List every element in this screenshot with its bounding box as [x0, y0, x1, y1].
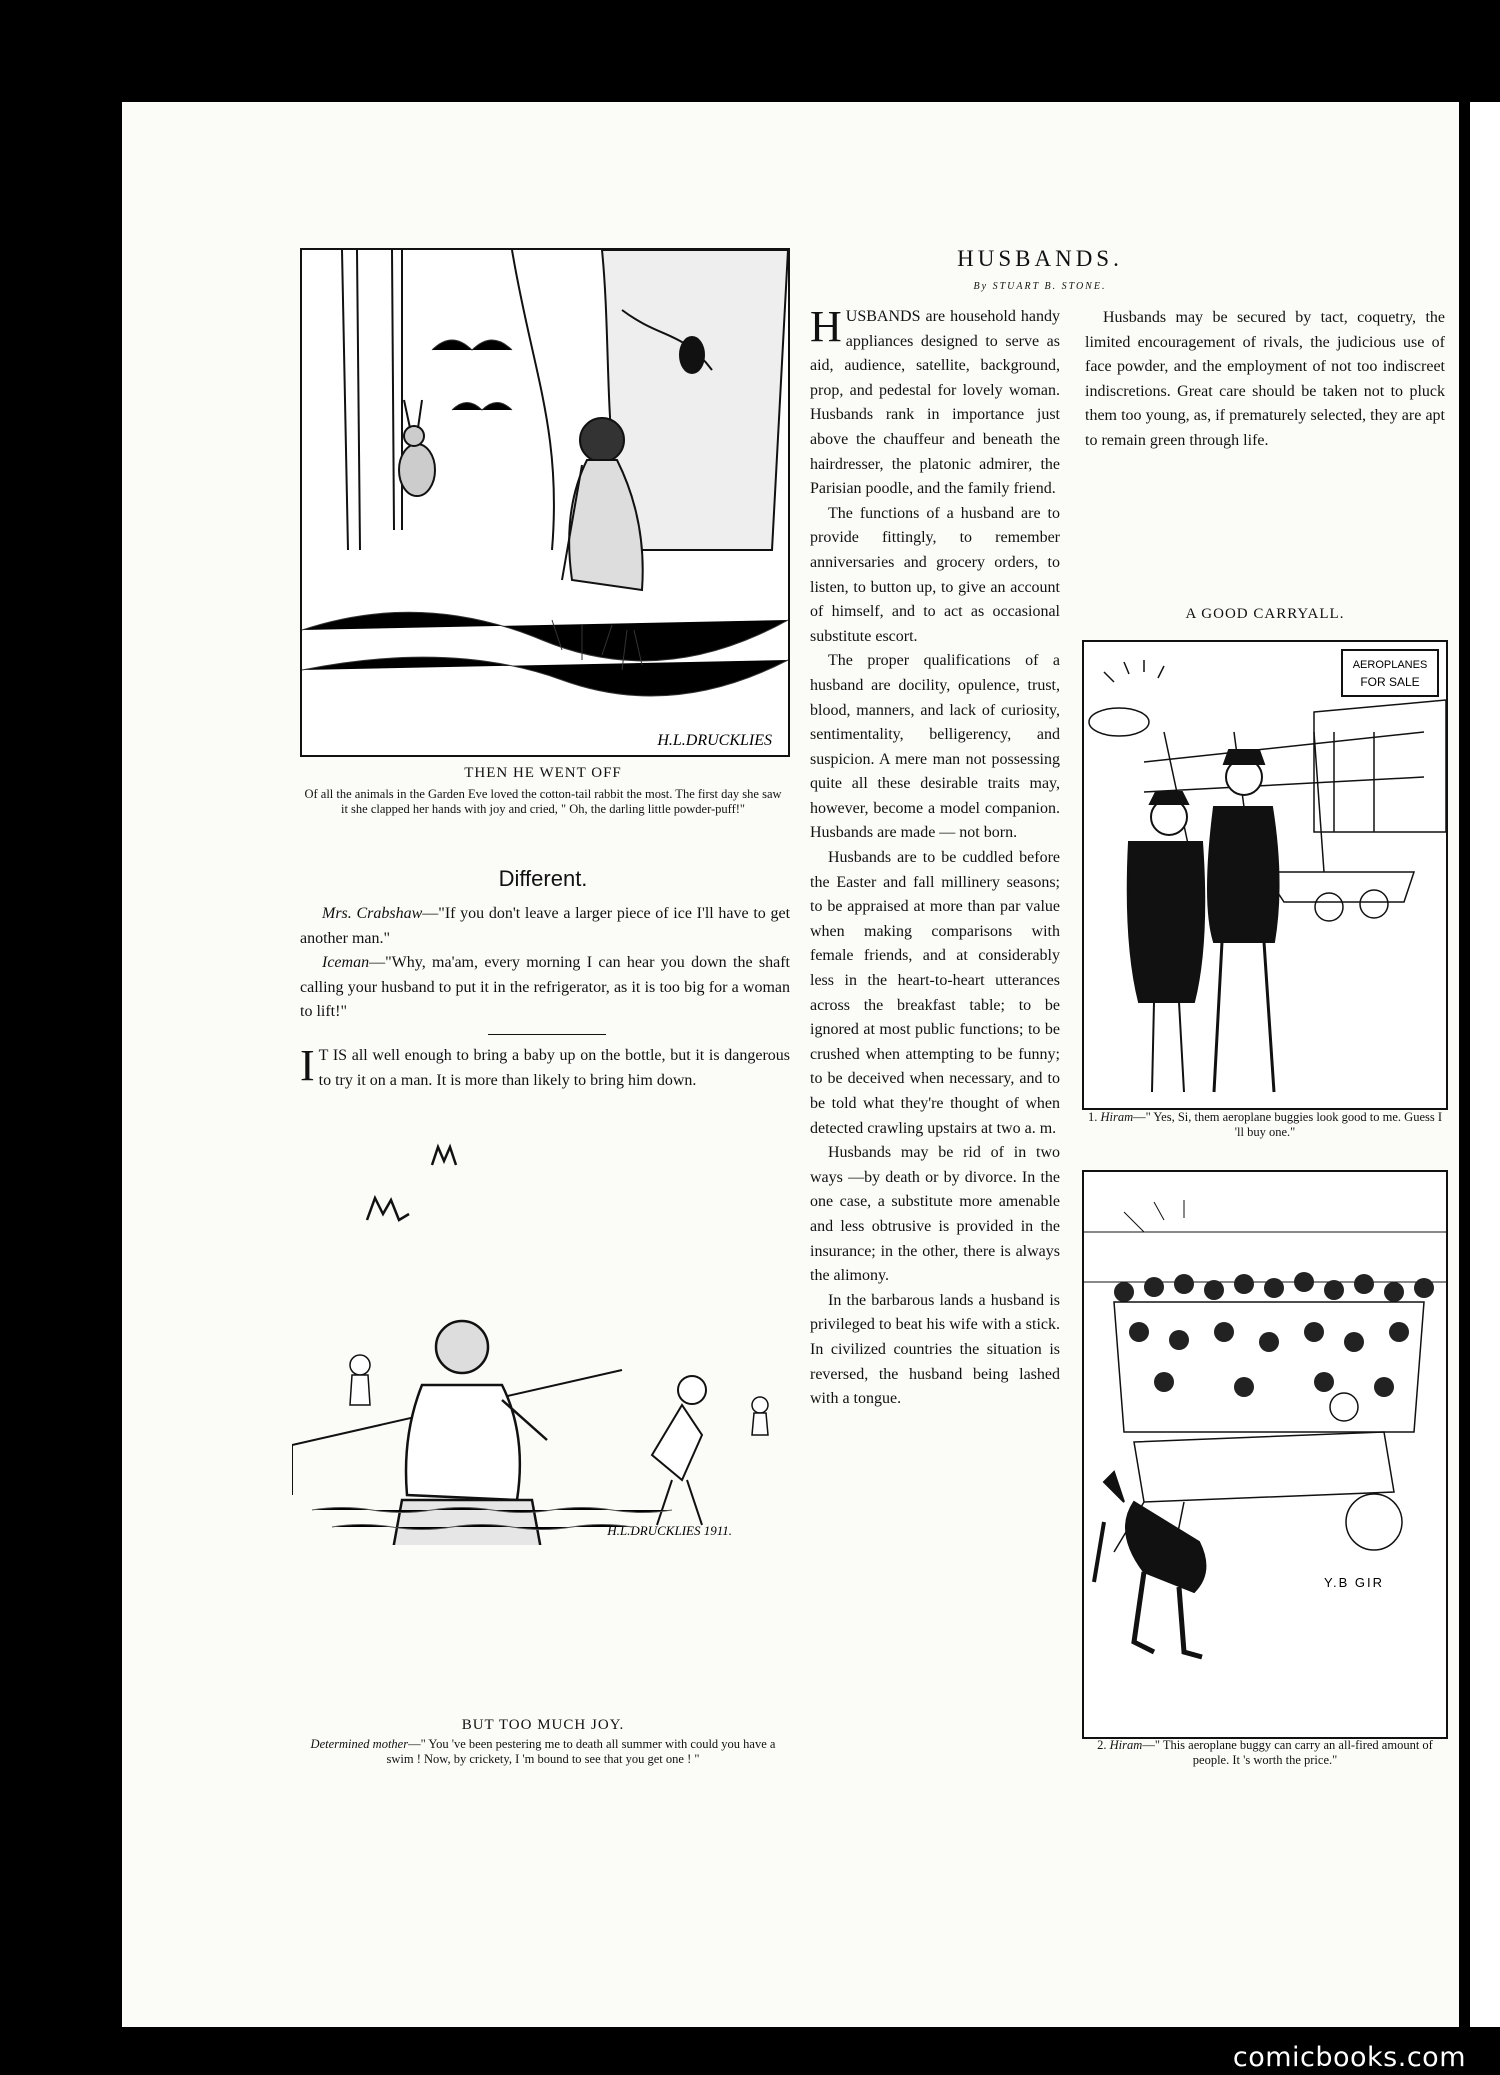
article-byline: By STUART B. STONE. — [973, 281, 1107, 292]
rabbit-illustration-signature: H.L.DRUCKLIES — [657, 732, 772, 749]
joke1-text: —"If you don't leave a larger piece of ice I'll have to get another man." — [300, 905, 791, 947]
panel1-sign-line2: FOR SALE — [1360, 675, 1420, 689]
baby-text-block — [300, 1041, 790, 1093]
article-para-3: The proper qualifications of a husband are docility, opulence, trust, blood, manners, and lack of curiosity, sentimentality, belligerency, and suspicion. A mere man not possessing quite all these desirable traits may, however, become a model companion. Husbands are made — not born. — [810, 652, 1060, 842]
rabbit-illustration-title: THEN HE WENT OFF — [464, 765, 622, 781]
panel2-speaker: Hiram — [1109, 1738, 1143, 1752]
swim-caption-speaker: Determined mother — [310, 1737, 409, 1751]
article-para-7: Husbands may be secured by tact, coquetry, the limited encouragement of rivals, the judicious use of face powder, and the employment of not too indiscreet indiscretions. Great care should be taken not to pluck them too young, as, if prematurely selected, they are apt to remain green through life. — [1085, 309, 1445, 449]
swim-illustration — [292, 1135, 789, 1545]
comic-panel-1-drawing — [1084, 642, 1446, 1108]
panel1-speaker: Hiram — [1100, 1110, 1134, 1124]
baby-text: T IS all well enough to bring a baby up on the bottle, but it is dangerous to try it on a man. It is more than likely to bring him down. — [318, 1047, 790, 1089]
comic-panel-2-drawing — [1084, 1172, 1446, 1737]
article-para-4: Husbands are to be cuddled before the Easter and fall millinery seasons; to be appraised at more than par value when making comparisons with female friends, and at considerably less in the heart-to-heart utterances across the breakfast table; to be ignored at most public functions; to be crushed when attempting to be funny; to be deceived when necessary, and to be told what they're thought of when detected crawling upstairs at two a. m. — [810, 849, 1060, 1137]
rabbit-illustration — [300, 248, 790, 757]
article-dropcap: H — [810, 302, 842, 351]
panel1-text: —" Yes, Si, them aeroplane buggies look good to me. Guess I 'll buy one." — [1133, 1110, 1443, 1139]
article-para-6: In the barbarous lands a husband is privileged to beat his wife with a stick. In civilized countries the situation is reversed, the husband being lashed with a tongue. — [810, 1291, 1060, 1408]
swim-caption-text: —" You 've been pestering me to death all summer with could you have a swim ! Now, by crickety, I 'm bound to see that you get one ! " — [386, 1737, 776, 1766]
panel2-text: —" This aeroplane buggy can carry an all-fired amount of people. It 's worth the price." — [1142, 1738, 1433, 1767]
panel2-signature: Y.B GIR — [1324, 1575, 1385, 1590]
article-column-2 — [1085, 306, 1445, 454]
joke1-speaker: Mrs. Crabshaw — [322, 905, 423, 922]
baby-paragraph — [300, 1041, 790, 1093]
article-para-2: The functions of a husband are to provide fittingly, to remember anniversaries and grocery orders, to listen, to button up, to give an account of himself, and to act as occasional substitute escort. — [810, 504, 1060, 645]
swim-illustration-drawing — [292, 1135, 789, 1545]
swim-illustration-signature: H.L.DRUCKLIES 1911. — [607, 1523, 732, 1538]
section-divider — [488, 1034, 606, 1035]
joke2-speaker: Iceman — [322, 954, 370, 972]
swim-illustration-caption — [300, 1737, 786, 1767]
article-para-1 — [810, 302, 1060, 502]
panel1-sign-line1: AEROPLANES — [1352, 659, 1428, 671]
rabbit-illustration-drawing — [302, 250, 788, 755]
comic-title: A GOOD CARRYALL. — [1185, 606, 1345, 622]
facing-page-edge — [1470, 102, 1500, 2027]
comic-panel-2 — [1082, 1170, 1448, 1739]
swim-illustration-title: BUT TOO MUCH JOY. — [461, 1717, 625, 1733]
article-column-1 — [810, 302, 1060, 1412]
joke2-text: —"Why, ma'am, every morning I can hear you down the shaft calling your husband to put it in the refrigerator, as it is too big for a woman to lift!" — [300, 954, 790, 1021]
site-watermark: comicbooks.com — [1232, 2042, 1466, 2073]
baby-dropcap: I — [300, 1041, 315, 1090]
panel1-number: 1. — [1087, 1110, 1098, 1124]
article-para-1-text: USBANDS are household handy appliances designed to serve as aid, audience, satellite, background, prop, and pedestal for lovely woman. Husbands rank in importance just above the chauffeur and beneath the hairdresser, the platonic admirer, the Parisian poodle, and the family friend. — [810, 308, 1060, 498]
article-para-5: Husbands may be rid of in two ways —by death or by divorce. In the one case, a substitute more amenable and less obtrusive is provided in the insurance; in the other, there is always the alimony. — [810, 1144, 1060, 1285]
panel2-number: 2. — [1097, 1738, 1107, 1752]
panel-1-caption — [1085, 1110, 1445, 1140]
panel-2-caption — [1085, 1738, 1445, 1768]
comic-panel-1 — [1082, 640, 1448, 1110]
rabbit-illustration-caption: Of all the animals in the Garden Eve loved the cotton-tail rabbit the most. The first day she saw it she clapped her hands with joy and cried, " Oh, the darling little powder-puff!" — [304, 787, 782, 816]
article-title: HUSBANDS. — [957, 246, 1123, 271]
different-heading: Different. — [498, 866, 588, 891]
joke-line-2 — [300, 951, 790, 1025]
joke-line-1 — [300, 902, 790, 951]
different-joke — [300, 902, 790, 1025]
